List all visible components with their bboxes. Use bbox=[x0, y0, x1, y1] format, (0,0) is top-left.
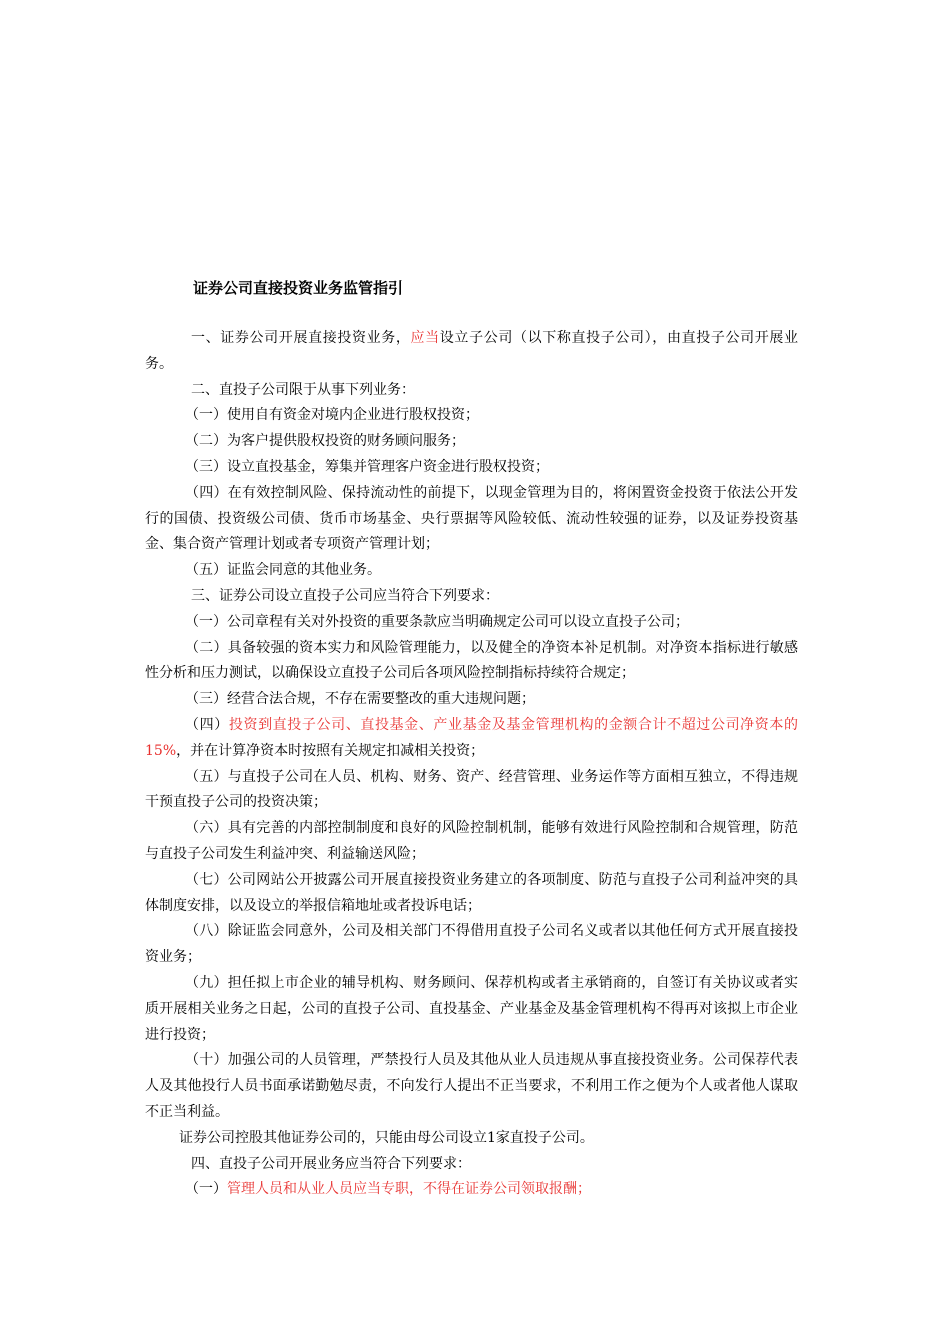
paragraph-text: 证券公司控股其他证券公司的，只能由母公司设立1家直投子公司。 bbox=[179, 1129, 594, 1146]
paragraph bbox=[145, 584, 798, 610]
paragraph bbox=[145, 868, 798, 920]
paragraph bbox=[145, 636, 798, 688]
paragraph bbox=[145, 403, 798, 429]
paragraph bbox=[145, 610, 798, 636]
paragraph-text: （四）在有效控制风险、保持流动性的前提下，以现金管理为目的，将闲置资金投资于依法公开发行的国债、投资级公司债、货币市场基金、央行票据等风险较低、流动性较强的证券，以及证券投资基金、集合资产管理计划或者专项资产管理计划； bbox=[145, 484, 798, 553]
highlighted-text: 应当 bbox=[410, 330, 440, 346]
paragraph-text: （五）与直投子公司在人员、机构、财务、资产、经营管理、业务运作等方面相互独立，不得违规干预直投子公司的投资决策； bbox=[145, 768, 798, 811]
paragraph-text: （九）担任拟上市企业的辅导机构、财务顾问、保荐机构或者主承销商的，自签订有关协议或者实质开展相关业务之日起，公司的直投子公司、直投基金、产业基金及基金管理机构不得再对该拟上市企业进行投资； bbox=[145, 974, 798, 1043]
paragraph-text: （四） bbox=[185, 716, 229, 733]
document-title: 证券公司直接投资业务监管指引 bbox=[193, 279, 404, 297]
paragraph bbox=[145, 971, 798, 1048]
paragraph-text: 设立子公司（以下称直投子公司），由直投子公司开展业务。 bbox=[145, 330, 799, 372]
paragraph-text: 一、证券公司开展直接投资业务， bbox=[191, 330, 411, 346]
paragraph bbox=[145, 919, 798, 971]
paragraph-text: （一） bbox=[185, 1181, 227, 1198]
paragraph bbox=[145, 1152, 798, 1178]
highlighted-text: 投资到直投子公司、直投基金、产业基金及基金管理机构的金额合计不超过公司净资本的15% bbox=[145, 716, 799, 759]
paragraph bbox=[145, 429, 798, 455]
paragraph bbox=[145, 1126, 798, 1152]
paragraph bbox=[145, 765, 798, 817]
paragraph-text: （三）设立直投基金，筹集并管理客户资金进行股权投资； bbox=[185, 458, 549, 475]
paragraph bbox=[145, 481, 798, 558]
paragraph-text: ，并在计算净资本时按照有关规定扣减相关投资； bbox=[176, 742, 485, 759]
paragraph bbox=[145, 378, 798, 404]
paragraph-text: （五）证监会同意的其他业务。 bbox=[185, 562, 381, 579]
paragraph-text: （六）具有完善的内部控制制度和良好的风险控制机制，能够有效进行风险控制和合规管理，防范与直投子公司发生利益冲突、利益输送风险； bbox=[145, 820, 798, 862]
paragraph bbox=[145, 1048, 798, 1125]
paragraph-text: 二、直投子公司限于从事下列业务： bbox=[191, 381, 415, 398]
paragraph bbox=[145, 816, 798, 868]
paragraph-text: （二）为客户提供股权投资的财务顾问服务； bbox=[185, 433, 465, 450]
paragraph-text: （十）加强公司的人员管理，严禁投行人员及其他从业人员违规从事直接投资业务。公司保荐代表人及其他投行人员书面承诺勤勉尽责，不向发行人提出不正当要求，不利用工作之便为个人或者他人谋取不正当利益。 bbox=[145, 1052, 798, 1120]
paragraph bbox=[145, 326, 798, 378]
highlighted-text: 管理人员和从业人员应当专职，不得在证券公司领取报酬； bbox=[227, 1181, 591, 1198]
paragraph-text: （七）公司网站公开披露公司开展直接投资业务建立的各项制度、防范与直投子公司利益冲突的具体制度安排，以及设立的举报信箱地址或者投诉电话； bbox=[145, 871, 798, 914]
paragraph bbox=[145, 558, 798, 584]
paragraph bbox=[145, 713, 798, 765]
document-body bbox=[145, 326, 798, 1203]
paragraph-text: （三）经营合法合规，不存在需要整改的重大违规问题； bbox=[185, 691, 535, 708]
paragraph-text: （一）使用自有资金对境内企业进行股权投资； bbox=[185, 407, 479, 424]
paragraph bbox=[145, 1177, 798, 1203]
paragraph bbox=[145, 687, 798, 713]
paragraph-text: （一）公司章程有关对外投资的重要条款应当明确规定公司可以设立直投子公司； bbox=[185, 613, 689, 630]
paragraph-text: 三、证券公司设立直投子公司应当符合下列要求： bbox=[191, 587, 499, 604]
paragraph bbox=[145, 455, 798, 481]
paragraph-text: （八）除证监会同意外，公司及相关部门不得借用直投子公司名义或者以其他任何方式开展直接投资业务； bbox=[145, 923, 798, 966]
paragraph-text: 四、直投子公司开展业务应当符合下列要求： bbox=[191, 1155, 471, 1172]
paragraph-text: （二）具备较强的资本实力和风险管理能力，以及健全的净资本补足机制。对净资本指标进行敏感性分析和压力测试，以确保设立直投子公司后各项风险控制指标持续符合规定； bbox=[145, 639, 798, 682]
